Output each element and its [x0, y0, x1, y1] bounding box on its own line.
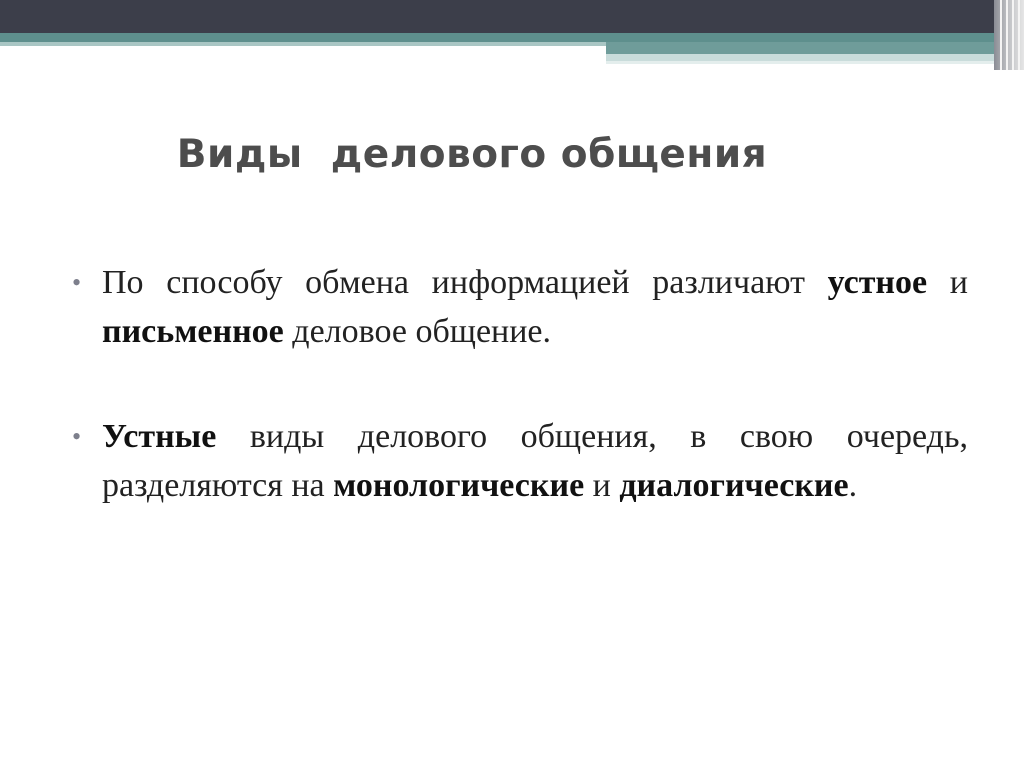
header-teal-light-band — [0, 42, 620, 46]
bold-term: устное — [827, 264, 928, 301]
header-step-line — [606, 61, 1024, 64]
header-dark-band — [0, 0, 1024, 33]
bullet-item-oral — [70, 412, 968, 510]
bold-term: диалогические — [619, 467, 849, 504]
item-text: виды делового общения, в свою очередь, разделяются на — [102, 418, 968, 504]
header-teal-band — [0, 33, 1024, 42]
bullet-icon: • — [72, 268, 82, 297]
page-edge-decoration — [994, 0, 1024, 70]
item-text: деловое общение. — [283, 313, 552, 350]
item-text: По способу обмена информацией различают — [102, 264, 828, 301]
header-step-light-band — [606, 54, 1024, 61]
item-text: и — [927, 264, 968, 301]
item-text: . — [848, 467, 858, 504]
bullet-item-exchange — [70, 258, 968, 356]
header-step-band — [606, 42, 1024, 54]
bold-term: письменное — [102, 313, 284, 350]
bold-term: монологические — [333, 467, 585, 504]
slide-title: Виды делового общения — [176, 132, 768, 177]
item-text: и — [584, 467, 620, 504]
bold-term: Устные — [102, 418, 217, 455]
slide-body — [70, 258, 968, 510]
bullet-icon: • — [72, 422, 82, 451]
